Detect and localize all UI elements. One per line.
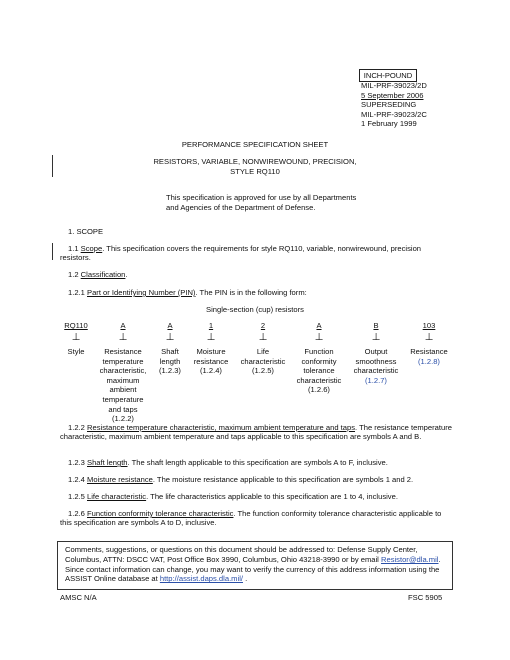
paragraph-1-2-2: 1.2.2 Resistance temperature characteristic, maximum ambient temperature and taps. The resistance temperature characteristic, maximum ambient temperature and taps applicable to this specification are symbols A and B. — [60, 423, 452, 442]
pin-column-function-conformity: A ⊥ Function conformity tolerance characteristic (1.2.6) — [289, 321, 349, 395]
change-bar-scope — [52, 243, 53, 260]
section-1-2-8-link[interactable]: (1.2.8) — [418, 356, 440, 366]
title-line-1: RESISTORS, VARIABLE, NONWIREWOUND, PRECISION, — [153, 157, 357, 166]
scope-link: Scope — [80, 244, 103, 253]
pin-caption: Single-section (cup) resistors — [206, 305, 304, 314]
doc-number: MIL-PRF-39023/2D — [361, 81, 427, 90]
paragraph-1-2-5: 1.2.5 Life characteristic. The life characteristics applicable to this specification are 1 to 4, inclusive. — [68, 492, 398, 501]
pin-column-resistance-temp: A ⊥ Resistance temperature characteristic, maximum ambient temperature and taps (1.2.2) — [92, 321, 154, 424]
pin-column-resistance: 103 ⊥ Resistance (1.2.8) — [405, 321, 453, 366]
tee-symbol: ⊥ — [258, 332, 268, 343]
tee-symbol: ⊥ — [371, 332, 381, 343]
tee-symbol: ⊥ — [165, 332, 175, 343]
old-doc-number: MIL-PRF-39023/2C — [361, 109, 427, 119]
email-link[interactable]: Resistor@dla.mil — [380, 554, 439, 564]
pin-column-shaft-length: A ⊥ Shaft length (1.2.3) — [150, 321, 190, 376]
document-header — [361, 81, 501, 129]
approval-line-1: This specification is approved for use by all Departments — [166, 193, 357, 202]
doc-date: 5 September 2006 — [361, 90, 424, 100]
pin-column-output-smoothness: B ⊥ Output smoothness characteristic (1.2.7) — [346, 321, 406, 385]
superseding-label: SUPERSEDING — [361, 100, 417, 110]
paragraph-1-2-3: 1.2.3 Shaft length. The shaft length applicable to this specification are symbols A to F, inclusive. — [68, 458, 388, 467]
paragraph-1-2-6: 1.2.6 Function conformity tolerance characteristic. The function conformity tolerance characteristic applicable to this specification are symbols A to D, inclusive. — [60, 509, 442, 528]
paragraph-1-2-1: 1.2.1 Part or Identifying Number (PIN). The PIN is in the following form: — [68, 288, 307, 297]
tee-symbol: ⊥ — [314, 332, 324, 343]
paragraph-1-1: 1.1 Scope. This specification covers the requirements for style RQ110, variable, nonwirewound, precision resistors. — [60, 244, 422, 263]
sheet-title: PERFORMANCE SPECIFICATION SHEET — [181, 140, 329, 149]
paragraph-1-2-4: 1.2.4 Moisture resistance. The moisture resistance applicable to this specification are symbols 1 and 2. — [68, 475, 414, 484]
paragraph-1-2: 1.2 Classification. — [68, 270, 128, 279]
comments-box: Comments, suggestions, or questions on this document should be addressed to: Defense Supply Center, Columbus, ATTN: DSCC VAT, Post Office Box 3990, Columbus, Ohio 43218-3990 or by email Resistor@dla.mil. Since contact information can change, you may want to verify the currency of this address information using the ASSIST Online database at http://assist.daps.dla.mil/ . — [57, 541, 453, 590]
section-1-2-7-link[interactable]: (1.2.7) — [365, 375, 387, 385]
amsc-label: AMSC N/A — [60, 593, 97, 602]
assist-url-link[interactable]: http://assist.daps.dla.mil/ — [159, 574, 243, 584]
old-doc-date: 1 February 1999 — [361, 119, 417, 129]
scope-heading: 1. SCOPE — [68, 227, 104, 236]
approval-line-2: and Agencies of the Department of Defense. — [166, 203, 316, 212]
pin-column-style: RQ110 ⊥ Style — [56, 321, 96, 357]
inch-pound-box: INCH-POUND — [359, 69, 417, 82]
tee-symbol: ⊥ — [118, 332, 128, 343]
tee-symbol: ⊥ — [206, 332, 216, 343]
fsc-label: FSC 5905 — [408, 593, 443, 602]
pin-column-life: 2 ⊥ Life characteristic (1.2.5) — [233, 321, 293, 376]
tee-symbol: ⊥ — [71, 332, 81, 343]
title-line-2: STYLE RQ110 — [230, 167, 280, 176]
pin-column-moisture: 1 ⊥ Moisture resistance (1.2.4) — [186, 321, 236, 376]
tee-symbol: ⊥ — [424, 332, 434, 343]
